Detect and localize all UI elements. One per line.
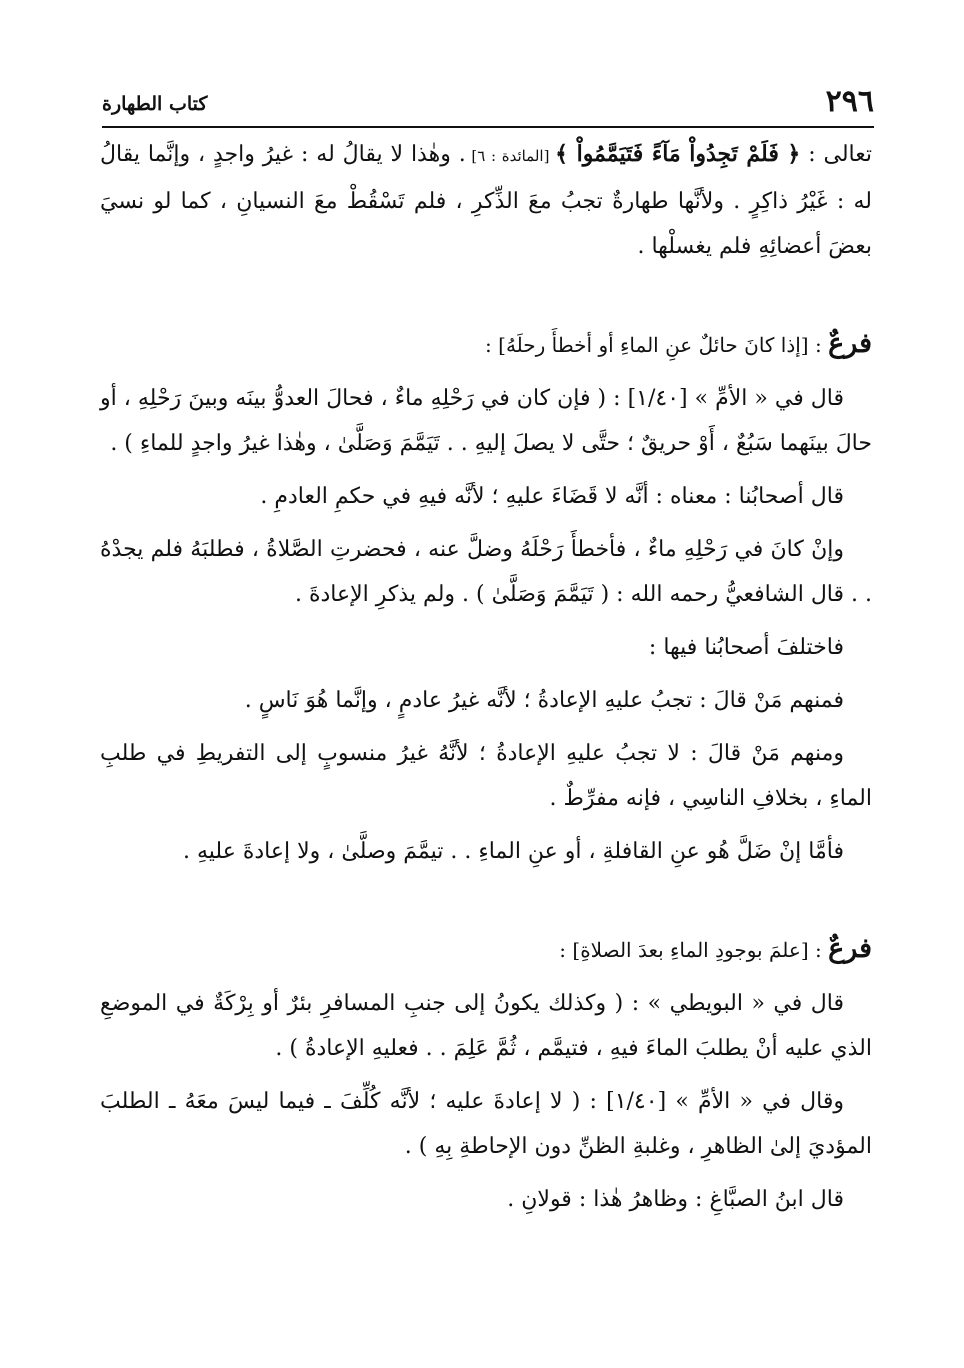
header-divider bbox=[102, 126, 874, 128]
paragraph: فاختلفَ أصحابُنا فيها : bbox=[648, 635, 844, 660]
paragraph: فأمَّا إنْ ضَلَّ هُو عنِ القافلةِ ، أو عنِ الماءِ . . تيمَّمَ وصلَّىٰ ، ولا إعادةَ عليهِ . bbox=[183, 839, 844, 864]
page-number: ٢٩٦ bbox=[825, 84, 874, 119]
quran-verse: ﴿ فَلَمْ تَجِدُواْ مَآءً فَتَيَمَّمُواْ ﴾ bbox=[555, 141, 801, 167]
intro-prefix: تعالى : bbox=[800, 142, 872, 167]
section-title: : [إذا كانَ حائلٌ عنِ الماءِ أو أخطأَ رحلَهُ] : bbox=[485, 333, 829, 357]
paragraph: وإنْ كانَ في رَحْلِهِ ماءٌ ، فأخطأَ رَحْلَهُ وضلَّ عنه ، فحضرتِ الصَّلاةُ ، فطلبَهُ فلم يجدْهُ . . قال الشافعيُّ رحمه الله : ( تَيَمَّمَ وَصَلَّىٰ ) . ولم يذكرِ الإعادةَ . bbox=[100, 537, 872, 607]
intro-paragraph bbox=[100, 132, 872, 269]
paragraph: فمنهم مَنْ قالَ : تجبُ عليهِ الإعادةُ ؛ لأنَّه غيرُ عادمٍ ، وإنَّما هُوَ نَاسٍ . bbox=[244, 688, 844, 713]
paragraph: ومنهم مَنْ قالَ : لا تجبُ عليهِ الإعادةُ ؛ لأنَّهُ غيرُ منسوبٍ إلى التفريطِ في طلبِ الماءِ ، بخلافِ الناسِي ، فإنه مفرِّطٌ . bbox=[100, 741, 872, 811]
page-body bbox=[100, 132, 872, 1230]
quran-reference: [المائدة : ٦] bbox=[465, 147, 556, 165]
paragraph: قال في « الأمِّ » [١/٤٠] : ( فإن كان في رَحْلِهِ ماءٌ ، فحالَ العدوُّ بينَه وبينَ رَحْلِهِ ، أو حالَ بينَهما سَبُعٌ ، أَوْ حريقٌ ؛ حتَّى لا يصلَ إليهِ . . تَيَمَّمَ وَصَلَّىٰ ، وهٰذا غيرُ واجدٍ للماءِ ) . bbox=[100, 386, 872, 456]
paragraph: قال ابنُ الصبَّاغِ : وظاهرُ هٰذا : قولانِ . bbox=[507, 1187, 844, 1212]
section-title: : [علمَ بوجودِ الماءِ بعدَ الصلاةِ] : bbox=[559, 938, 829, 962]
page-header bbox=[102, 84, 874, 124]
paragraph: قال في « البويطي » : ( وكذلك يكونُ إلى جنبِ المسافرِ بئرٌ أو بِرْكَةٌ في الموضعِ الذي عليه أنْ يطلبَ الماءَ فيهِ ، فتيمَّم ، ثُمَّ عَلِمَ . . فعليهِ الإعادةُ ) . bbox=[100, 991, 872, 1061]
section-label: فرعٌ bbox=[828, 933, 872, 964]
paragraph: قال أصحابُنا : معناه : أنَّه لا قَضَاءَ عليهِ ؛ لأنَّه فيهِ في حكمِ العادمِ . bbox=[260, 484, 844, 509]
running-title: كتاب الطهارة bbox=[102, 93, 208, 115]
intro-text: . وهٰذا لا يقالُ له : غيرُ واجدٍ ، وإنَّما يقالُ له : غَيْرُ ذاكِرٍ . ولأنَّها طهارةٌ تجبُ معَ الذِّكرِ ، فلم تَسْقُطْ معَ النسيانِ ، كما لو نسيَ بعضَ أعضائِهِ فلم يغسلْها . bbox=[100, 142, 872, 259]
section-heading-2 bbox=[100, 926, 872, 973]
section-heading-1 bbox=[100, 321, 872, 368]
paragraph: وقال في « الأمِّ » [١/٤٠] : ( لا إعادةَ عليه ؛ لأنَّه كُلِّفَ ـ فيما ليسَ معَهُ ـ الطلبَ المؤديَ إلىٰ الظاهرِ ، وغلبةِ الظنِّ دون الإحاطةِ بِهِ ) . bbox=[100, 1089, 872, 1159]
section-label: فرعٌ bbox=[828, 328, 872, 359]
